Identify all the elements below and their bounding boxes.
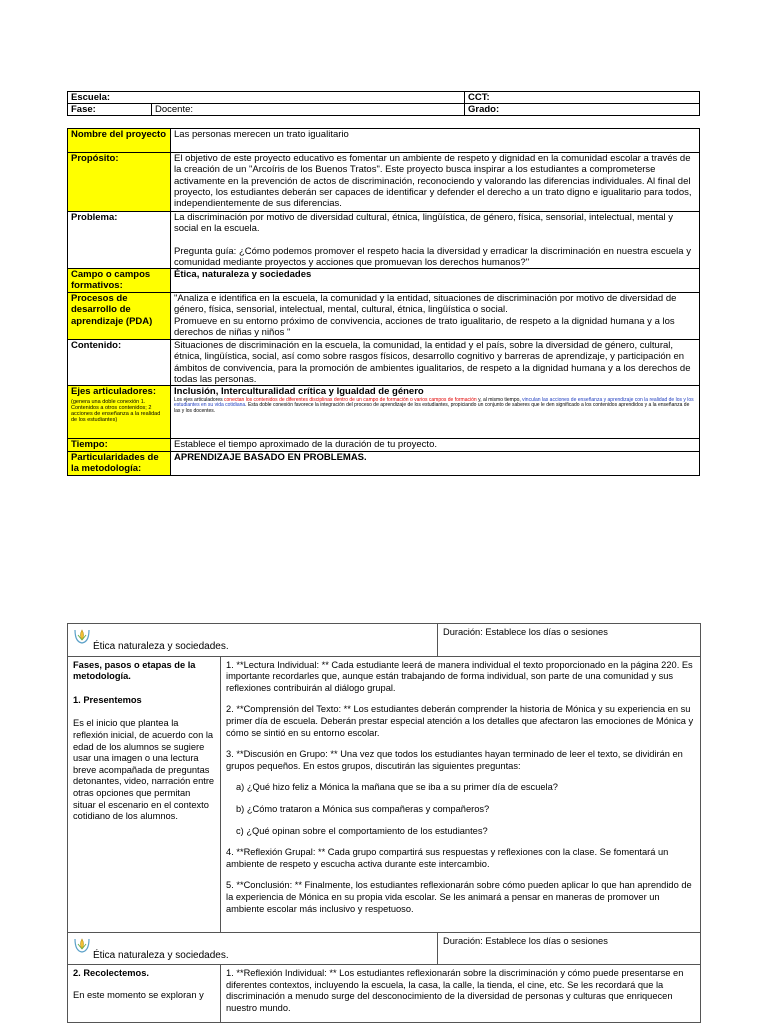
leaf-icon [73, 627, 91, 645]
phase1-title: 1. Presentemos [73, 694, 142, 705]
duracion-cell-2 [438, 932, 701, 965]
grado-label: Grado: [468, 104, 500, 115]
docente-cell [152, 104, 465, 116]
ejes-fine-print [174, 398, 696, 415]
problema-label: Problema: [68, 212, 171, 269]
cct-cell [465, 92, 700, 104]
leaf-icon [73, 936, 91, 954]
nombre-value: Las personas merecen un trato igualitario [171, 129, 700, 153]
step-2: 2. **Comprensión del Texto: ** Los estudiantes deberán comprender la historia de Mónica y su experiencia en su primer día de escuela. Deberán prestar especial atención a los detalles que afectaron las emociones de Mónica y cómo se sintió en su entorno escolar. [226, 704, 694, 738]
phase2-left [68, 965, 221, 1023]
campo-value: Ética, naturaleza y sociedades [171, 269, 700, 293]
step-1: 1. **Lectura Individual: ** Cada estudiante leerá de manera individual el texto proporcionado en la página 220. Es importante recordarles que, aunque están trabajando de forma individual, son parte de una comunidad y sus reflexiones contribuirán al diálogo grupal. [226, 659, 693, 693]
proposito-value: El objetivo de este proyecto educativo es fomentar un ambiente de respeto y dignidad en la comunidad escolar a través de la creación de un "Arcoíris de los Buenos Tratos". Este proyecto busca inspirar a los estudiantes a comprometerse activamente en la prevención de actos de discriminación, reconociendo y valorando las diferencias individuales. Al final del proyecto, los estudiantes deberán ser capaces de identificar y defender el derecho a un trato digno e igualitario para todos, independientemente de sus diferencias. [171, 153, 700, 212]
grado-cell [465, 104, 700, 116]
ejes-fine-red: conectan los contenidos de diferentes disciplinas dentro de un campo de formación o varios campos de formación [224, 396, 477, 403]
phase1-left [68, 656, 221, 932]
escuela-label: Escuela: [71, 92, 111, 103]
ejes-cell [171, 386, 700, 439]
ejes-fine-blue: vinculan las acciones de enseñanza y aprendizaje con la realidad de los y los estudiantes en su vida cotidiana [174, 396, 694, 409]
fase-label: Fase: [71, 104, 96, 115]
fases-heading: Fases, pasos o etapas de la metodología. [73, 659, 196, 682]
phase2-title: 2. Recolectemos. [73, 968, 149, 979]
campo-title: Ética naturaleza y sociedades. [93, 641, 229, 652]
fase-cell [68, 104, 152, 116]
ejes-label: Ejes articuladores: [71, 386, 157, 398]
step-3: 3. **Discusión en Grupo: ** Una vez que todos los estudiantes hayan terminado de leer el texto, se dividirán en grupos pequeños. En estos grupos, discutirán las siguientes preguntas: [226, 749, 683, 771]
step-5: 5. **Conclusión: ** Finalmente, los estudiantes reflexionarán sobre cómo pueden aplicar lo que han aprendido de la experiencia de Mónica en su propia vida escolar. Se les animará a pensar en maneras de promover un ambiente escolar más inclusivo y respetuoso. [226, 880, 692, 914]
duracion-cell [438, 624, 701, 657]
tiempo-value: Establece el tiempo aproximado de la duración de tu proyecto. [171, 439, 700, 451]
ejes-note: (genera una doble conexión 1. Contenidos a otros contenidos; 2 acciones de enseñanza a la realidad de los estudiantes) [71, 398, 161, 423]
project-table [67, 128, 700, 476]
campo-label: Campo o campos formativos: [68, 269, 171, 293]
pda-value-2: Promueve en su entorno próximo de convivencia, acciones de trato igualitario, de respeto a la dignidad humana y a los derechos de niñas y niños " [174, 315, 675, 339]
phase2-right [221, 965, 701, 1023]
duracion-text-2: Duración: Establece los días o sesiones [443, 935, 608, 946]
question-c: c) ¿Qué opinan sobre el comportamiento de los estudiantes? [236, 825, 488, 836]
docente-label: Docente: [155, 104, 194, 115]
problema-value: La discriminación por motivo de diversidad cultural, étnica, lingüística, de género, física, sensorial, intelectual, mental y social en la escuela. [174, 212, 674, 235]
phase2-step-1: 1. **Reflexión Individual: ** Los estudiantes reflexionarán sobre la discriminación y cómo puede presentarse en diferentes contextos, incluyendo la escuela, la casa, la calle, la tienda, el cine, etc. Se les recordará que la discriminación a menudo surge del desconocimiento de la diversidad de personas y culturas que enriquecen nuestro mundo. [226, 968, 684, 1013]
contenido-label: Contenido: [68, 340, 171, 386]
ejes-fine-2: y, al mismo tiempo, [476, 396, 523, 403]
question-b: b) ¿Cómo trataron a Mónica sus compañeras y compañeros? [236, 803, 490, 814]
cct-label: CCT: [468, 92, 490, 103]
duracion-text: Duración: Establece los días o sesiones [443, 627, 608, 637]
pda-cell [171, 293, 700, 340]
step-4: 4. **Reflexión Grupal: ** Cada grupo compartirá sus respuestas y reflexiones con la clase. Se fomentará un ambiente de respeto y escucha activa durante este intercambio. [226, 847, 669, 869]
phase1-right [221, 656, 701, 932]
question-a: a) ¿Qué hizo feliz a Mónica la mañana que se iba a su primer día de escuela? [236, 782, 558, 793]
campo-title-cell [68, 624, 438, 657]
nombre-label: Nombre del proyecto [68, 129, 171, 153]
escuela-cell [68, 92, 465, 104]
header-table [67, 91, 700, 116]
ejes-value: Inclusión, Interculturalidad crítica y Igualdad de género [174, 386, 424, 398]
tiempo-label: Tiempo: [68, 439, 171, 451]
pda-label: Procesos de desarrollo de aprendizaje (PDA) [68, 293, 171, 340]
pda-value-1: "Analiza e identifica en la escuela, la comunidad y la entidad, situaciones de discriminación por motivo de diversidad de género, física, sensorial, intelectual, mental, cultural, étnica, lingüística o social. [174, 293, 677, 316]
ejes-label-cell [68, 386, 171, 439]
pregunta-guia: Pregunta guía: ¿Cómo podemos promover el respeto hacia la diversidad y erradicar la discriminación en nuestra escuela y comunidad mediante proyectos y acciones que promuevan los derechos humanos?" [174, 245, 691, 268]
phase2-desc: En este momento se exploran y [73, 989, 204, 1000]
metodologia-label: Particularidades de la metodología: [68, 451, 171, 475]
phase1-desc: Es el inicio que plantea la reflexión inicial, de acuerdo con la edad de los alumnos se sugiere usar una imagen o una lectura breve acompañada de preguntas detonantes, video, narración entre otras opciones que permitan situar el escenario en el contexto cotidiano de los alumnos. [73, 718, 215, 822]
metodologia-value: APRENDIZAJE BASADO EN PROBLEMAS. [171, 451, 700, 475]
ejes-fine-1: Los ejes articuladores [174, 396, 225, 403]
campo-title-2: Ética naturaleza y sociedades. [93, 949, 229, 961]
proposito-label: Propósito: [68, 153, 171, 212]
method-table [67, 623, 701, 1023]
campo-title-cell-2 [68, 932, 438, 965]
contenido-value: Situaciones de discriminación en la escuela, la comunidad, la entidad y el país, sobre la diversidad de género, cultural, étnica, lingüística, social, así como sobre rasgos físicos, desarrollo cognitivo y barreras de aprendizaje, y participación en ámbitos de convivencia, para la promoción de ambientes igualitarios, de respeto a la dignidad humana y a los derechos de todas las personas. [171, 340, 700, 386]
ejes-fine-3: . Esta doble conexión favorece la integración del proceso de aprendizaje de los estudiantes, propiciando un conjunto de saberes que le den significado a los contenidos aprendidos y a la enseñanza de las y los docentes. [174, 402, 690, 414]
problema-cell [171, 212, 700, 269]
